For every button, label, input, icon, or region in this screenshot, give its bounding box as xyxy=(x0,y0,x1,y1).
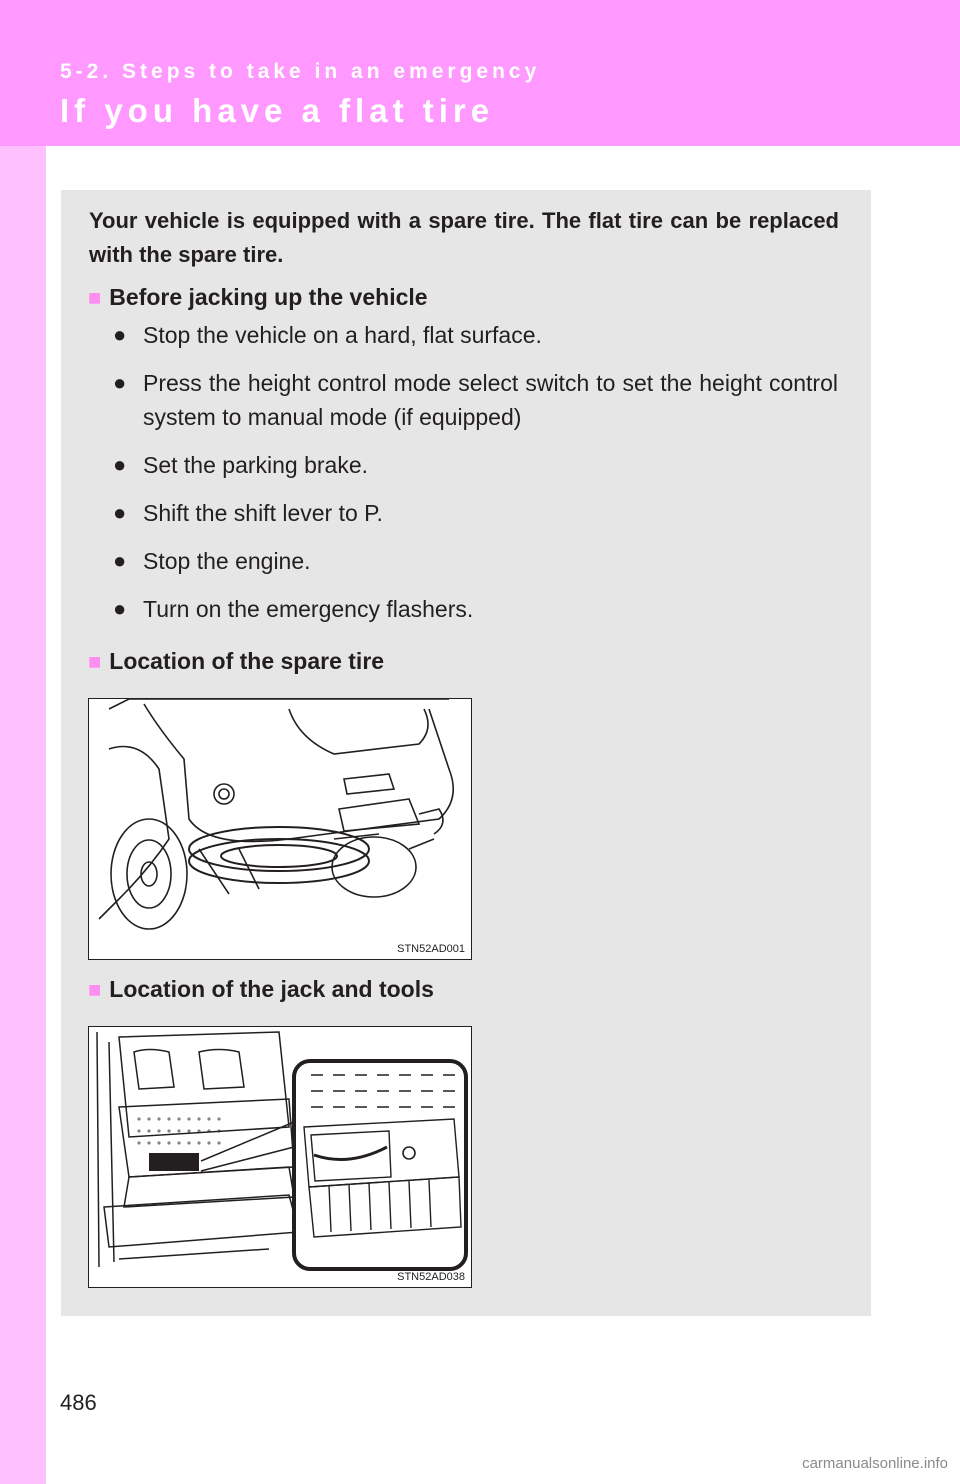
list-item: ● Stop the engine. xyxy=(113,544,838,578)
bullet-icon: ● xyxy=(113,322,127,347)
square-marker-icon: ■ xyxy=(88,977,102,1002)
page-number: 486 xyxy=(60,1390,97,1415)
bullet-icon: ● xyxy=(113,500,127,525)
checklist xyxy=(113,318,838,640)
list-item: ● Shift the shift lever to P. xyxy=(113,496,838,530)
section-label: 5-2. Steps to take in an emergency xyxy=(60,60,541,83)
content-panel xyxy=(61,190,871,1316)
bullet-icon: ● xyxy=(113,370,127,395)
side-tab xyxy=(0,146,46,1484)
subheading-spare-tire: ■ Location of the spare tire xyxy=(88,648,385,674)
spare-tire-illustration xyxy=(88,698,472,960)
subheading-before-jacking: ■ Before jacking up the vehicle xyxy=(88,284,428,310)
list-item: ● Press the height control mode select switch to set the height control system to manual mode (if equipped) xyxy=(113,366,838,434)
jack-tools-illustration xyxy=(88,1026,472,1288)
bullet-icon: ● xyxy=(113,548,127,573)
watermark: carmanualsonline.info xyxy=(802,1455,948,1472)
list-item: ● Set the parking brake. xyxy=(113,448,838,482)
subheading-jack-tools: ■ Location of the jack and tools xyxy=(88,976,434,1002)
square-marker-icon: ■ xyxy=(88,649,102,674)
figure-code: STN52AD001 xyxy=(397,943,465,955)
figure-code: STN52AD038 xyxy=(397,1271,465,1283)
page-header xyxy=(0,0,960,146)
bullet-icon: ● xyxy=(113,596,127,621)
vehicle-rear-spare-tire-drawing xyxy=(89,699,471,959)
list-item: ● Stop the vehicle on a hard, flat surface. xyxy=(113,318,838,352)
bullet-icon: ● xyxy=(113,452,127,477)
square-marker-icon: ■ xyxy=(88,285,102,310)
intro-text: Your vehicle is equipped with a spare tire. The flat tire can be replaced with the spare tire. xyxy=(89,208,839,267)
cargo-area-jack-tools-drawing xyxy=(89,1027,471,1287)
page-title: If you have a flat tire xyxy=(60,92,495,129)
list-item: ● Turn on the emergency flashers. xyxy=(113,592,838,626)
